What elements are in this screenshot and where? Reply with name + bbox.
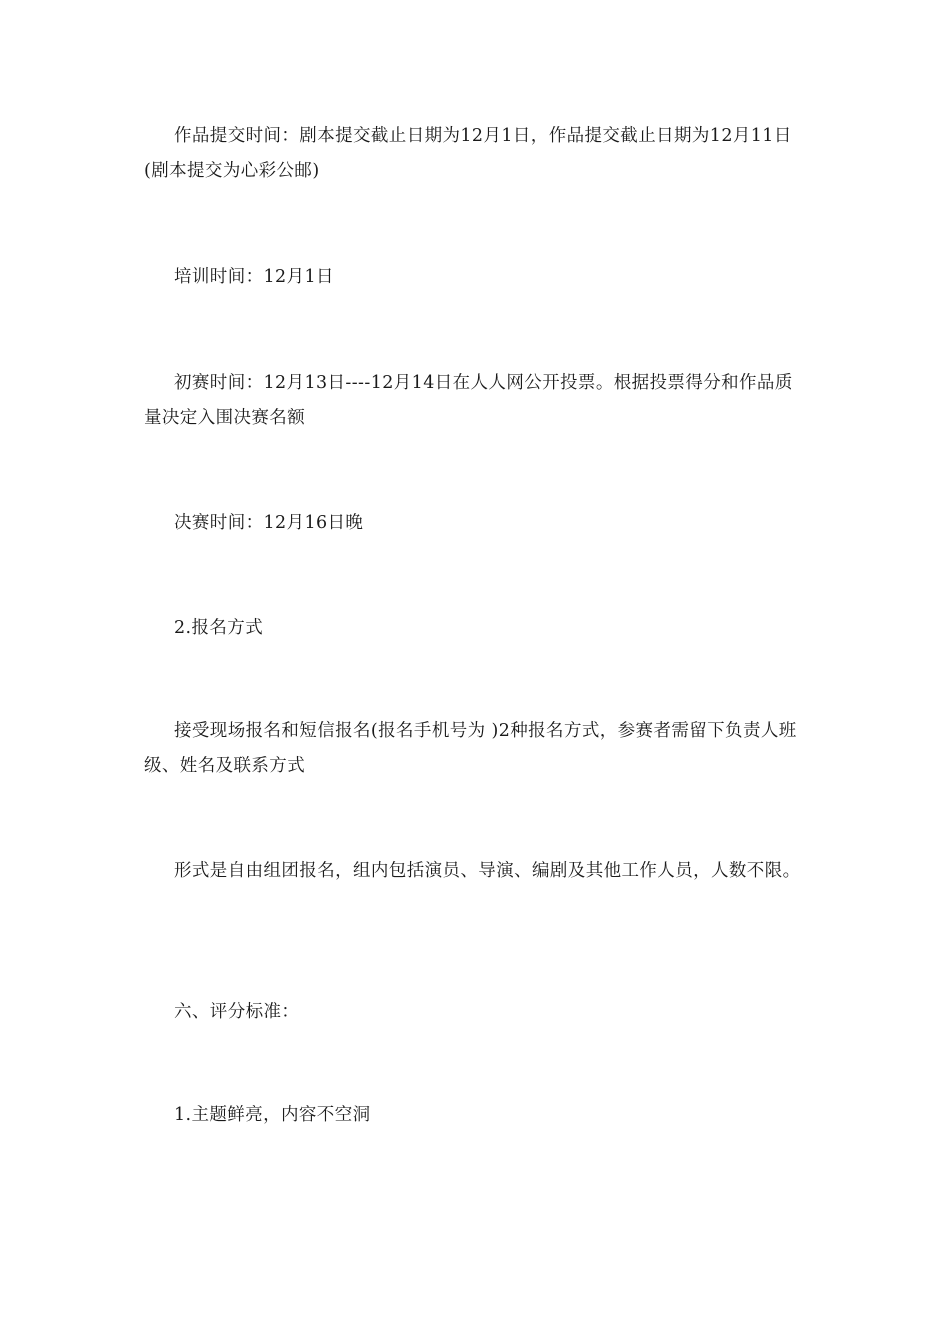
heading-registration-method: 2.报名方式 — [174, 618, 264, 638]
paragraph-final-time: 决赛时间：12月16日晚 — [174, 513, 364, 533]
paragraph-registration-details: 接受现场报名和短信报名(报名手机号为 )2种报名方式，参赛者需留下负责人班级、姓名及联系方式 — [144, 721, 797, 776]
paragraph-preliminary-time: 初赛时间：12月13日----12月14日在人人网公开投票。根据投票得分和作品质量决定入围决赛名额 — [144, 373, 793, 428]
paragraph-team-format: 形式是自由组团报名，组内包括演员、导演、编剧及其他工作人员，人数不限。 — [174, 861, 801, 881]
paragraph-training-time: 培训时间：12月1日 — [174, 267, 334, 287]
paragraph-submission-time: 作品提交时间：剧本提交截止日期为12月1日，作品提交截止日期为12月11日(剧本提交为心彩公邮) — [144, 126, 792, 181]
list-item-criterion-1: 1.主题鲜亮，内容不空洞 — [174, 1105, 371, 1125]
heading-scoring-criteria: 六、评分标准： — [174, 1002, 300, 1022]
